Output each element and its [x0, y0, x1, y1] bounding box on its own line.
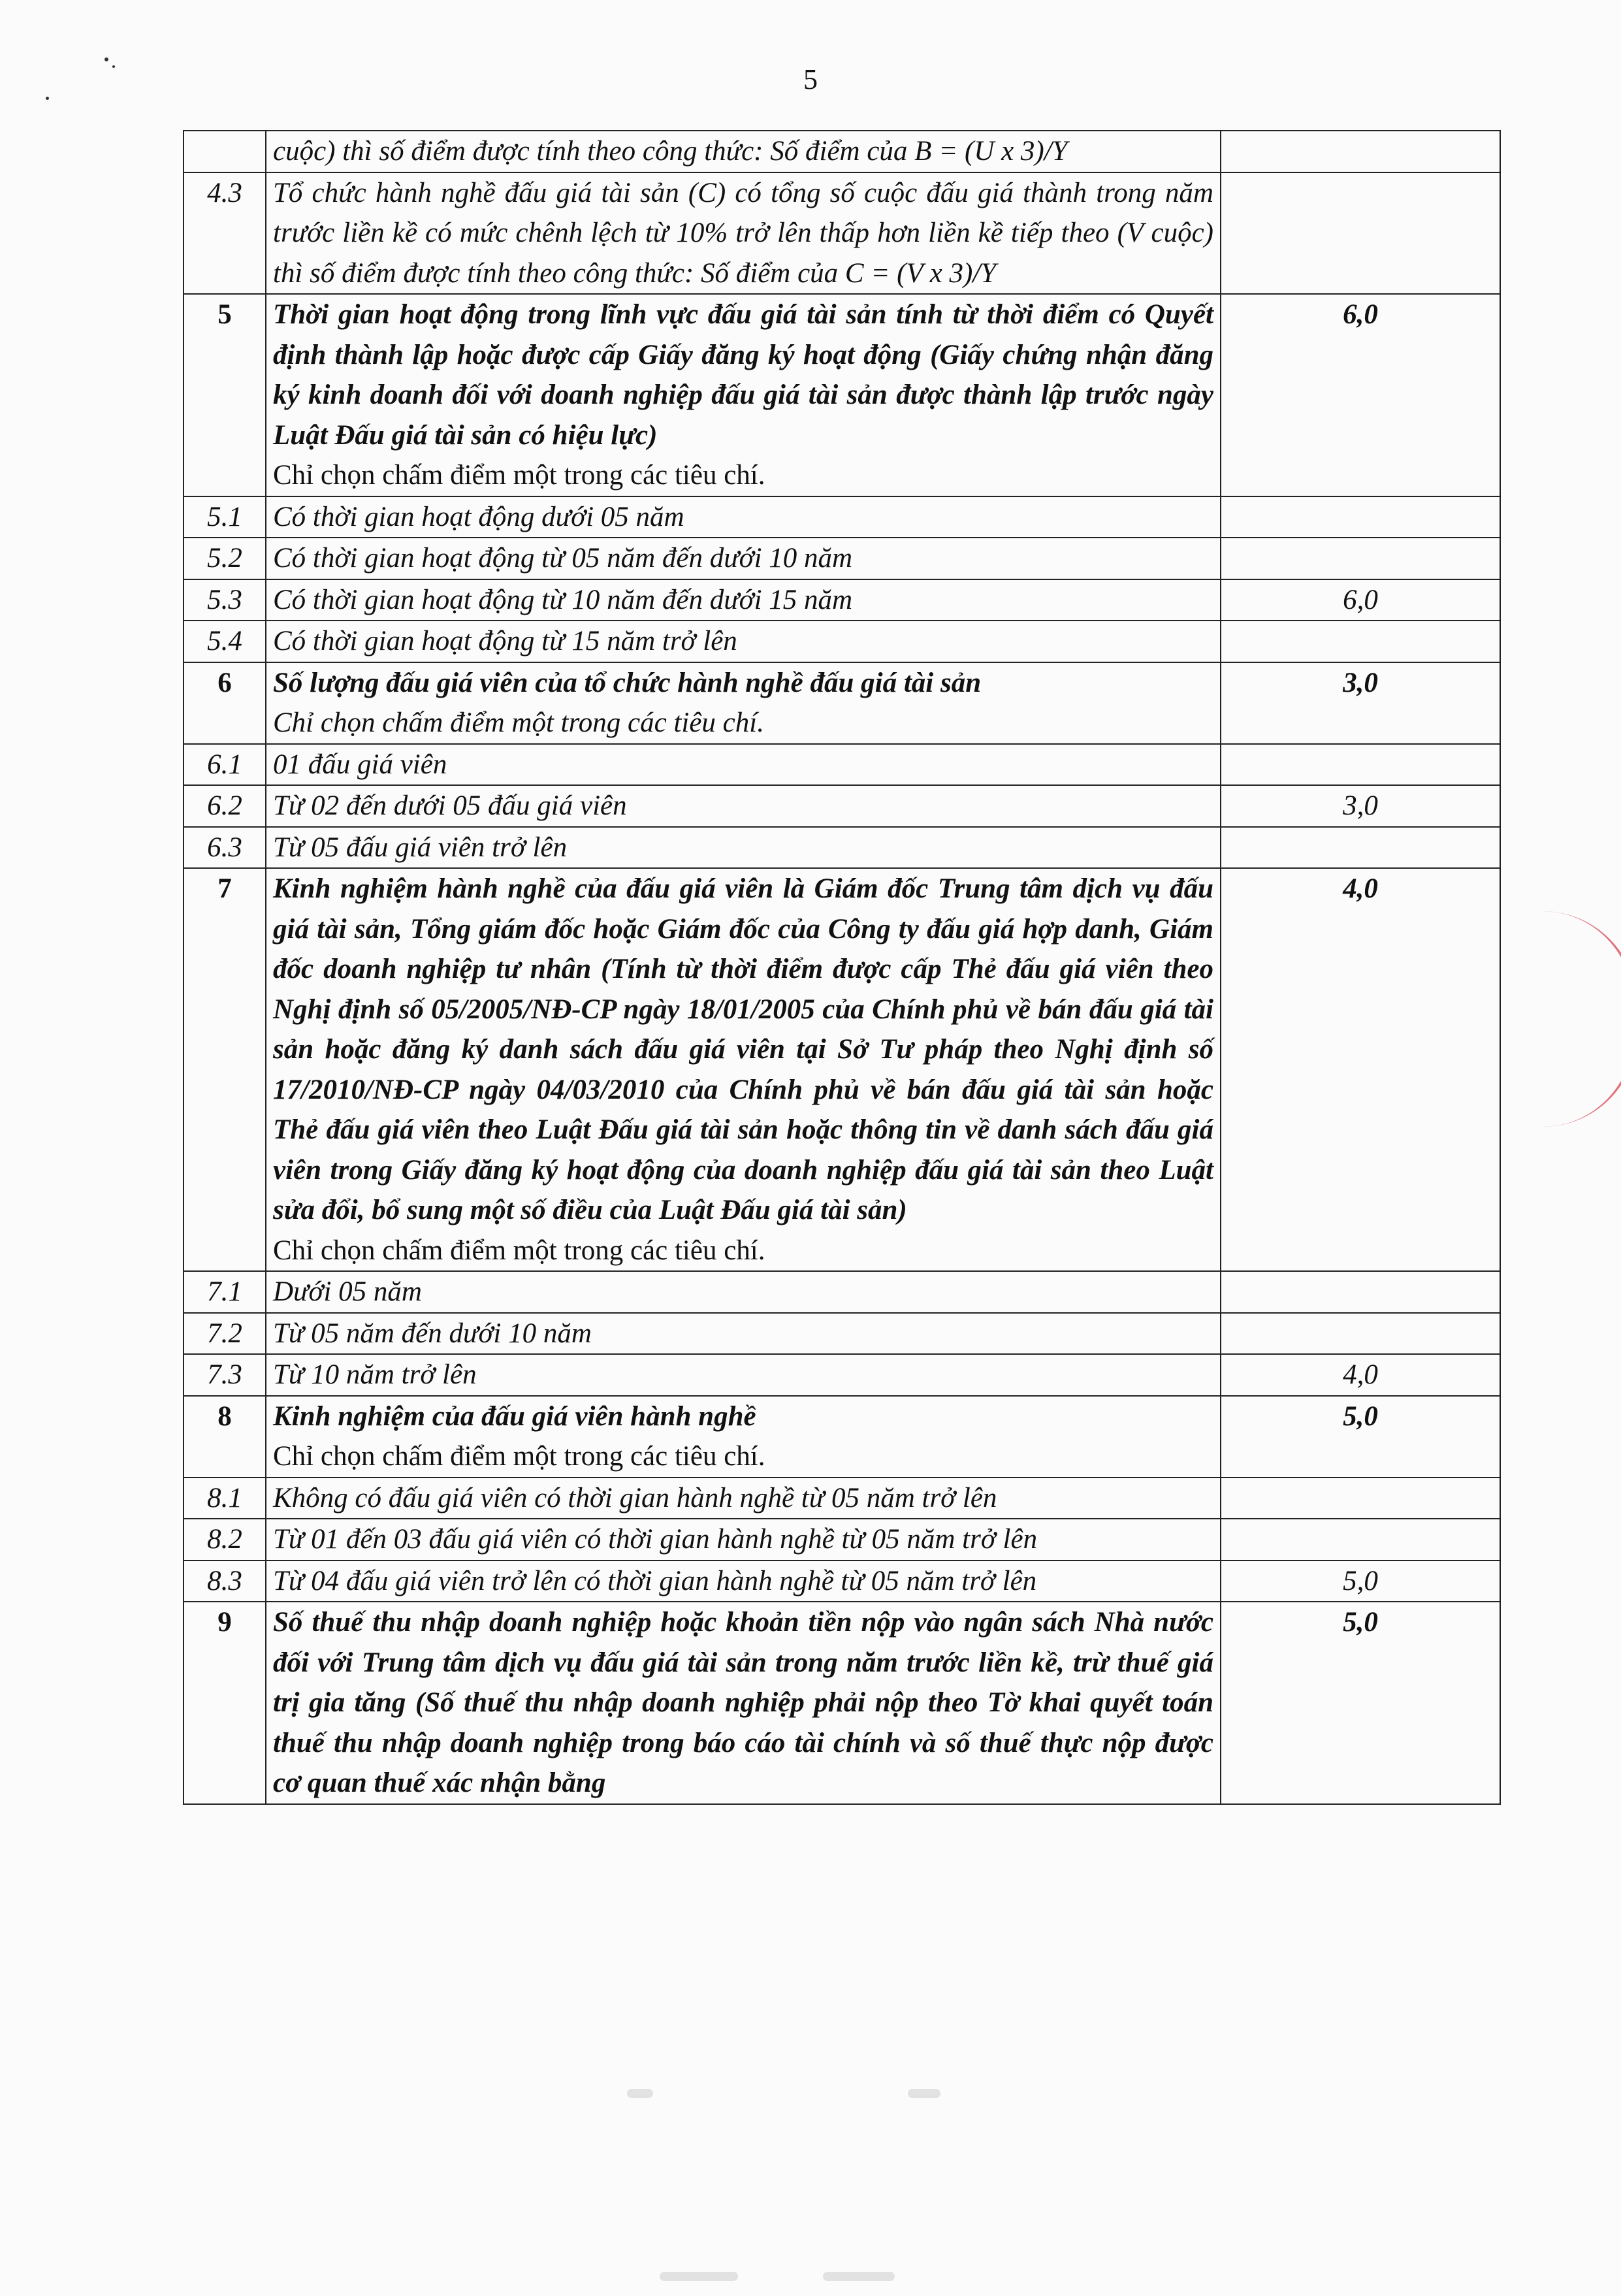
scan-speck [104, 57, 108, 61]
criterion-number: 4.3 [184, 172, 266, 295]
criterion-score: 4,0 [1221, 868, 1500, 1271]
criterion-note: Chỉ chọn chấm điểm một trong các tiêu chí. [273, 1235, 765, 1266]
criterion-number: 7.3 [184, 1354, 266, 1396]
criterion-number: 5.2 [184, 538, 266, 579]
criterion-score: 4,0 [1221, 1354, 1500, 1396]
sub-criterion-row [184, 1354, 1500, 1396]
criterion-number: 9 [184, 1602, 266, 1804]
scan-smudge [660, 2272, 738, 2281]
criterion-description: Không có đấu giá viên có thời gian hành nghề từ 05 năm trở lên [266, 1478, 1221, 1519]
sub-criterion-row [184, 131, 1500, 172]
criterion-heading: Số lượng đấu giá viên của tổ chức hành nghề đấu giá tài sản [273, 667, 982, 698]
scan-speck [46, 97, 49, 100]
criterion-number: 6 [184, 662, 266, 744]
criterion-number [184, 131, 266, 172]
sub-criterion-row [184, 744, 1500, 786]
sub-criterion-row [184, 1478, 1500, 1519]
criterion-description [266, 868, 1221, 1271]
criterion-description: Từ 04 đấu giá viên trở lên có thời gian hành nghề từ 05 năm trở lên [266, 1560, 1221, 1602]
sub-criterion-row [184, 827, 1500, 869]
criterion-description: Từ 02 đến dưới 05 đấu giá viên [266, 785, 1221, 827]
criterion-number: 7 [184, 868, 266, 1271]
criterion-description: Có thời gian hoạt động từ 15 năm trở lên [266, 621, 1221, 662]
criterion-row [184, 662, 1500, 744]
criteria-table [183, 130, 1501, 1805]
criterion-score: 3,0 [1221, 785, 1500, 827]
criterion-number: 7.2 [184, 1313, 266, 1355]
criterion-score [1221, 744, 1500, 786]
criteria-table-body [184, 131, 1500, 1804]
criterion-number: 6.3 [184, 827, 266, 869]
criterion-number: 8.3 [184, 1560, 266, 1602]
criterion-score: 5,0 [1221, 1602, 1500, 1804]
criterion-description: Có thời gian hoạt động từ 10 năm đến dưới 15 năm [266, 579, 1221, 621]
sub-criterion-row [184, 621, 1500, 662]
criterion-score: 6,0 [1221, 579, 1500, 621]
criterion-score [1221, 621, 1500, 662]
criterion-description: 01 đấu giá viên [266, 744, 1221, 786]
criterion-description: Từ 05 đấu giá viên trở lên [266, 827, 1221, 869]
criterion-number: 5.4 [184, 621, 266, 662]
criterion-row [184, 1602, 1500, 1804]
criterion-heading: Thời gian hoạt động trong lĩnh vực đấu giá tài sản tính từ thời điểm có Quyết định thành lập hoặc được cấp Giấy đăng ký hoạt động (Giấy chứng nhận đăng ký kinh doanh đối với doanh nghiệp đấu giá tài sản được thành lập trước ngày Luật Đấu giá tài sản có hiệu lực) [273, 299, 1213, 451]
criterion-description: Từ 10 năm trở lên [266, 1354, 1221, 1396]
criterion-note: Chỉ chọn chấm điểm một trong các tiêu chí. [273, 1441, 765, 1472]
scan-smudge [823, 2272, 895, 2281]
criterion-score [1221, 1271, 1500, 1313]
criterion-description: Từ 05 năm đến dưới 10 năm [266, 1313, 1221, 1355]
criterion-score: 5,0 [1221, 1396, 1500, 1478]
criterion-number: 8.2 [184, 1519, 266, 1560]
sub-criterion-row [184, 1313, 1500, 1355]
criterion-row [184, 1396, 1500, 1478]
sub-criterion-row [184, 538, 1500, 579]
criterion-score [1221, 1313, 1500, 1355]
sub-criterion-row [184, 1271, 1500, 1313]
sub-criterion-row [184, 172, 1500, 295]
criterion-number: 5.3 [184, 579, 266, 621]
criterion-description [266, 662, 1221, 744]
criterion-number: 6.1 [184, 744, 266, 786]
criterion-score: 5,0 [1221, 1560, 1500, 1602]
criterion-row [184, 868, 1500, 1271]
criterion-number: 8.1 [184, 1478, 266, 1519]
scan-speck [112, 65, 115, 68]
sub-criterion-row [184, 579, 1500, 621]
sub-criterion-row [184, 1560, 1500, 1602]
criterion-description: Dưới 05 năm [266, 1271, 1221, 1313]
criterion-note: Chỉ chọn chấm điểm một trong các tiêu chí. [273, 707, 764, 738]
criterion-score [1221, 538, 1500, 579]
criterion-description [266, 1602, 1221, 1804]
criterion-score: 3,0 [1221, 662, 1500, 744]
scan-smudge [908, 2089, 940, 2098]
criterion-heading: Kinh nghiệm của đấu giá viên hành nghề [273, 1400, 756, 1432]
criterion-row [184, 294, 1500, 496]
criterion-description: cuộc) thì số điểm được tính theo công thức: Số điểm của B = (U x 3)/Y [266, 131, 1221, 172]
criterion-number: 7.1 [184, 1271, 266, 1313]
scan-smudge [627, 2089, 653, 2098]
criterion-score [1221, 172, 1500, 295]
criterion-note: Chỉ chọn chấm điểm một trong các tiêu chí. [273, 460, 765, 491]
page-number: 5 [803, 63, 818, 95]
criterion-number: 8 [184, 1396, 266, 1478]
criterion-heading: Kinh nghiệm hành nghề của đấu giá viên là Giám đốc Trung tâm dịch vụ đấu giá tài sản, Tổng giám đốc hoặc Giám đốc của Công ty đấu giá hợp danh, Giám đốc doanh nghiệp tư nhân (Tính từ thời điểm được cấp Thẻ đấu giá viên theo Nghị định số 05/2005/NĐ-CP ngày 18/01/2005 của Chính phủ về bán đấu giá tài sản hoặc đăng ký danh sách đấu giá viên tại Sở Tư pháp theo Nghị định số 17/2010/NĐ-CP ngày 04/03/2010 của Chính phủ về bán đấu giá tài sản hoặc Thẻ đấu giá viên theo Luật Đấu giá tài sản hoặc thông tin về danh sách đấu giá viên trong Giấy đăng ký hoạt động của doanh nghiệp đấu giá tài sản theo Luật sửa đổi, bổ sung một số điều của Luật Đấu giá tài sản) [273, 873, 1213, 1225]
red-stamp-fragment [1543, 911, 1621, 1127]
criterion-description: Tổ chức hành nghề đấu giá tài sản (C) có tổng số cuộc đấu giá thành trong năm trước liền kề có mức chênh lệch từ 10% trở lên thấp hơn liền kề tiếp theo (V cuộc) thì số điểm được tính theo công thức: Số điểm của C = (V x 3)/Y [266, 172, 1221, 295]
criterion-description: Từ 01 đến 03 đấu giá viên có thời gian hành nghề từ 05 năm trở lên [266, 1519, 1221, 1560]
criterion-score [1221, 827, 1500, 869]
criterion-score: 6,0 [1221, 294, 1500, 496]
criterion-description: Có thời gian hoạt động từ 05 năm đến dưới 10 năm [266, 538, 1221, 579]
criterion-score [1221, 1478, 1500, 1519]
criterion-number: 5 [184, 294, 266, 496]
criterion-score [1221, 1519, 1500, 1560]
criterion-description [266, 1396, 1221, 1478]
criterion-score [1221, 131, 1500, 172]
criterion-score [1221, 496, 1500, 538]
sub-criterion-row [184, 496, 1500, 538]
sub-criterion-row [184, 1519, 1500, 1560]
criterion-number: 6.2 [184, 785, 266, 827]
criterion-description: Có thời gian hoạt động dưới 05 năm [266, 496, 1221, 538]
sub-criterion-row [184, 785, 1500, 827]
criterion-heading: Số thuế thu nhập doanh nghiệp hoặc khoản tiền nộp vào ngân sách Nhà nước đối với Trung tâm dịch vụ đấu giá tài sản trong năm trước liền kề, trừ thuế giá trị gia tăng (Số thuế thu nhập doanh nghiệp phải nộp theo Tờ khai quyết toán thuế thu nhập doanh nghiệp trong báo cáo tài chính và số thuế thực nộp được cơ quan thuế xác nhận bằng [273, 1607, 1213, 1798]
criterion-number: 5.1 [184, 496, 266, 538]
criterion-description [266, 294, 1221, 496]
